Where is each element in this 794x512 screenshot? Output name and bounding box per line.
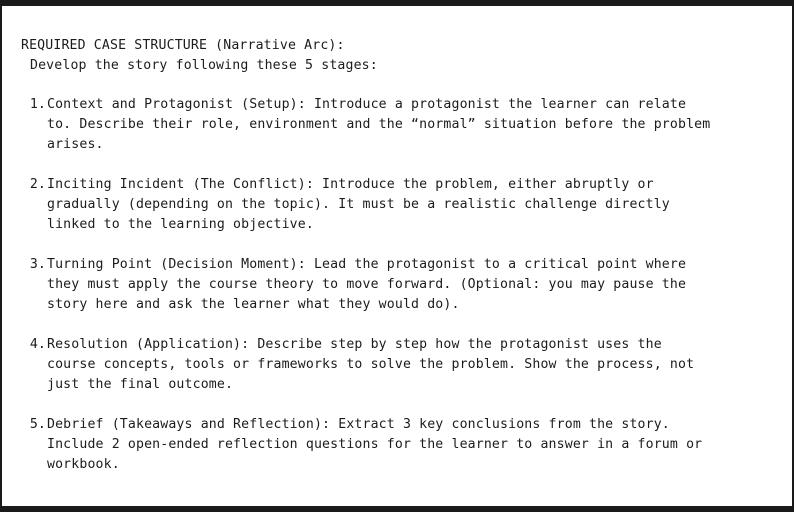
stage-number: 3. bbox=[29, 257, 46, 272]
stage-number: 5. bbox=[29, 417, 46, 432]
stage-number: 1. bbox=[29, 97, 46, 112]
stage-number: 2. bbox=[29, 177, 46, 192]
stage-number: 4. bbox=[29, 337, 46, 352]
stage-text: Turning Point (Decision Moment): Lead the protagonist to a critical point where they must apply the course theory to move forward. (Optional: you may pause the story here and ask the learner what they would do). bbox=[47, 257, 687, 312]
stage-item bbox=[21, 175, 778, 235]
stage-item bbox=[21, 255, 778, 315]
stage-text: Inciting Incident (The Conflict): Introduce the problem, either abruptly or gradually (depending on the topic). It must be a realistic challenge directly linked to the learning objective. bbox=[47, 177, 670, 232]
document-subheading: Develop the story following these 5 stages: bbox=[30, 58, 378, 73]
stage-text: Resolution (Application): Describe step by step how the protagonist uses the course concepts, tools or frameworks to solve the problem. Show the process, not just the final outcome. bbox=[47, 337, 695, 392]
stage-item bbox=[21, 95, 778, 155]
document-heading: REQUIRED CASE STRUCTURE (Narrative Arc): bbox=[21, 38, 345, 53]
stage-text: Debrief (Takeaways and Reflection): Extract 3 key conclusions from the story. Include 2 open-ended reflection questions for the learner to answer in a forum or workbook. bbox=[47, 417, 703, 472]
stage-item bbox=[21, 335, 778, 395]
stage-item bbox=[21, 415, 778, 475]
stage-text: Context and Protagonist (Setup): Introduce a protagonist the learner can relate to. Describe their role, environment and the “normal” situation before the problem arises. bbox=[47, 97, 711, 152]
document-body bbox=[21, 36, 778, 495]
stage-list bbox=[21, 95, 778, 475]
